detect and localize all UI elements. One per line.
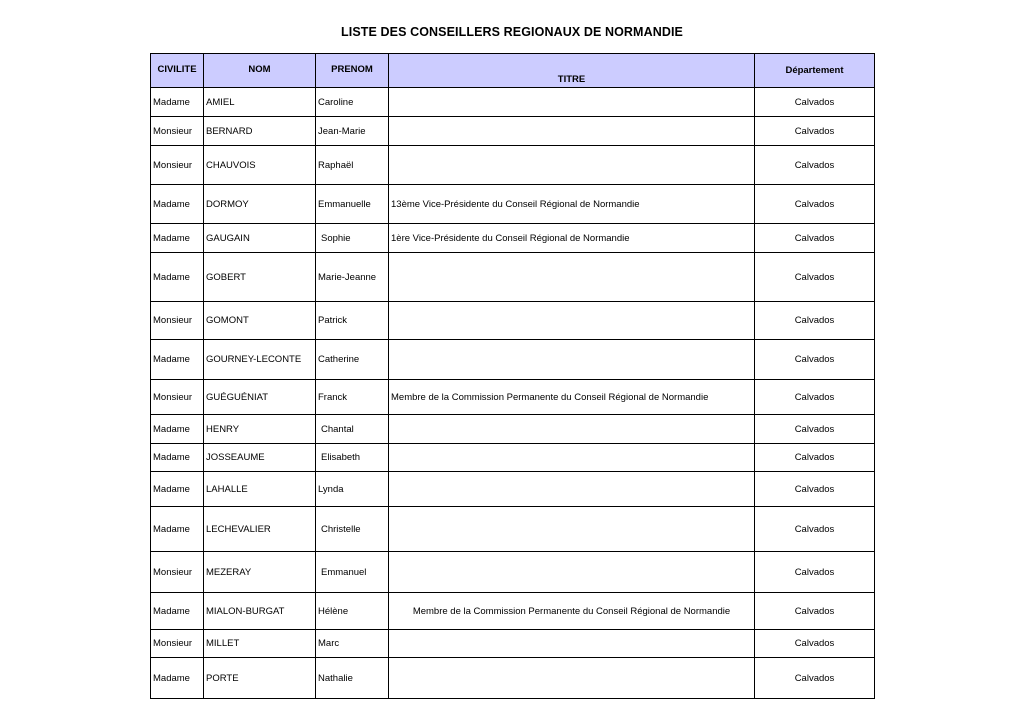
page-title: LISTE DES CONSEILLERS REGIONAUX DE NORMANDIE [341,25,683,39]
cell-titre [389,253,755,302]
table-row [151,253,875,302]
cell-departement: Calvados [755,224,875,253]
cell-prenom: Franck [316,380,389,415]
cell-titre [389,658,755,699]
cell-civilite: Monsieur [151,146,204,185]
cell-titre [389,146,755,185]
table-row [151,340,875,380]
cell-titre: Membre de la Commission Permanente du Conseil Régional de Normandie [389,593,755,630]
table-row [151,415,875,444]
cell-civilite: Madame [151,415,204,444]
table-row [151,552,875,593]
cell-civilite: Monsieur [151,117,204,146]
cell-prenom: Emmanuelle [316,185,389,224]
cell-civilite: Madame [151,593,204,630]
table-row [151,658,875,699]
cell-nom: GAUGAIN [204,224,316,253]
cell-nom: PORTE [204,658,316,699]
cell-titre [389,507,755,552]
cell-departement: Calvados [755,630,875,658]
cell-civilite: Madame [151,658,204,699]
cell-civilite: Madame [151,224,204,253]
cell-civilite: Madame [151,185,204,224]
table-row [151,444,875,472]
cell-nom: MIALON-BURGAT [204,593,316,630]
cell-prenom: Marc [316,630,389,658]
cell-civilite: Monsieur [151,380,204,415]
cell-nom: GOMONT [204,302,316,340]
cell-titre [389,552,755,593]
cell-nom: GUÉGUÉNIAT [204,380,316,415]
cell-civilite: Madame [151,507,204,552]
cell-civilite: Madame [151,472,204,507]
table-row [151,88,875,117]
table-row [151,593,875,630]
cell-nom: LAHALLE [204,472,316,507]
cell-nom: AMIEL [204,88,316,117]
cell-nom: GOURNEY-LECONTE [204,340,316,380]
cell-departement: Calvados [755,380,875,415]
cell-titre: Membre de la Commission Permanente du Conseil Régional de Normandie [389,380,755,415]
cell-titre [389,340,755,380]
cell-titre [389,88,755,117]
cell-prenom: Hélène [316,593,389,630]
table-row [151,472,875,507]
header-nom: NOM [204,54,316,88]
cell-prenom: Caroline [316,88,389,117]
cell-civilite: Monsieur [151,552,204,593]
cell-prenom: Patrick [316,302,389,340]
cell-departement: Calvados [755,146,875,185]
cell-nom: BERNARD [204,117,316,146]
header-civilite: CIVILITE [151,54,204,88]
cell-titre [389,472,755,507]
table-row [151,224,875,253]
cell-nom: LECHEVALIER [204,507,316,552]
cell-titre: 1ère Vice-Présidente du Conseil Régional de Normandie [389,224,755,253]
cell-prenom: Elisabeth [316,444,389,472]
cell-departement: Calvados [755,552,875,593]
cell-prenom: Catherine [316,340,389,380]
cell-titre: 13ème Vice-Présidente du Conseil Régional de Normandie [389,185,755,224]
cell-departement: Calvados [755,415,875,444]
header-prenom: PRENOM [316,54,389,88]
cell-civilite: Monsieur [151,302,204,340]
cell-departement: Calvados [755,340,875,380]
cell-prenom: Lynda [316,472,389,507]
cell-departement: Calvados [755,253,875,302]
councillors-table [150,53,875,699]
cell-titre [389,630,755,658]
cell-departement: Calvados [755,444,875,472]
cell-prenom: Chantal [316,415,389,444]
cell-departement: Calvados [755,302,875,340]
table-row [151,185,875,224]
cell-nom: MILLET [204,630,316,658]
cell-departement: Calvados [755,593,875,630]
cell-prenom: Sophie [316,224,389,253]
cell-prenom: Emmanuel [316,552,389,593]
cell-departement: Calvados [755,507,875,552]
table-row [151,380,875,415]
cell-nom: GOBERT [204,253,316,302]
table-row [151,302,875,340]
cell-civilite: Monsieur [151,630,204,658]
cell-nom: CHAUVOIS [204,146,316,185]
cell-departement: Calvados [755,117,875,146]
cell-civilite: Madame [151,88,204,117]
cell-civilite: Madame [151,444,204,472]
header-titre: TITRE [389,54,755,88]
cell-titre [389,302,755,340]
cell-civilite: Madame [151,253,204,302]
header-departement: Département [755,54,875,88]
cell-departement: Calvados [755,88,875,117]
cell-departement: Calvados [755,658,875,699]
cell-nom: MEZERAY [204,552,316,593]
table-row [151,117,875,146]
cell-prenom: Jean-Marie [316,117,389,146]
cell-prenom: Marie-Jeanne [316,253,389,302]
cell-prenom: Christelle [316,507,389,552]
cell-titre [389,415,755,444]
cell-prenom: Raphaël [316,146,389,185]
cell-civilite: Madame [151,340,204,380]
cell-nom: JOSSEAUME [204,444,316,472]
cell-nom: HENRY [204,415,316,444]
cell-titre [389,117,755,146]
cell-departement: Calvados [755,472,875,507]
table-row [151,146,875,185]
table-row [151,507,875,552]
cell-prenom: Nathalie [316,658,389,699]
cell-nom: DORMOY [204,185,316,224]
cell-departement: Calvados [755,185,875,224]
table-row [151,630,875,658]
cell-titre [389,444,755,472]
header-row [151,54,875,88]
